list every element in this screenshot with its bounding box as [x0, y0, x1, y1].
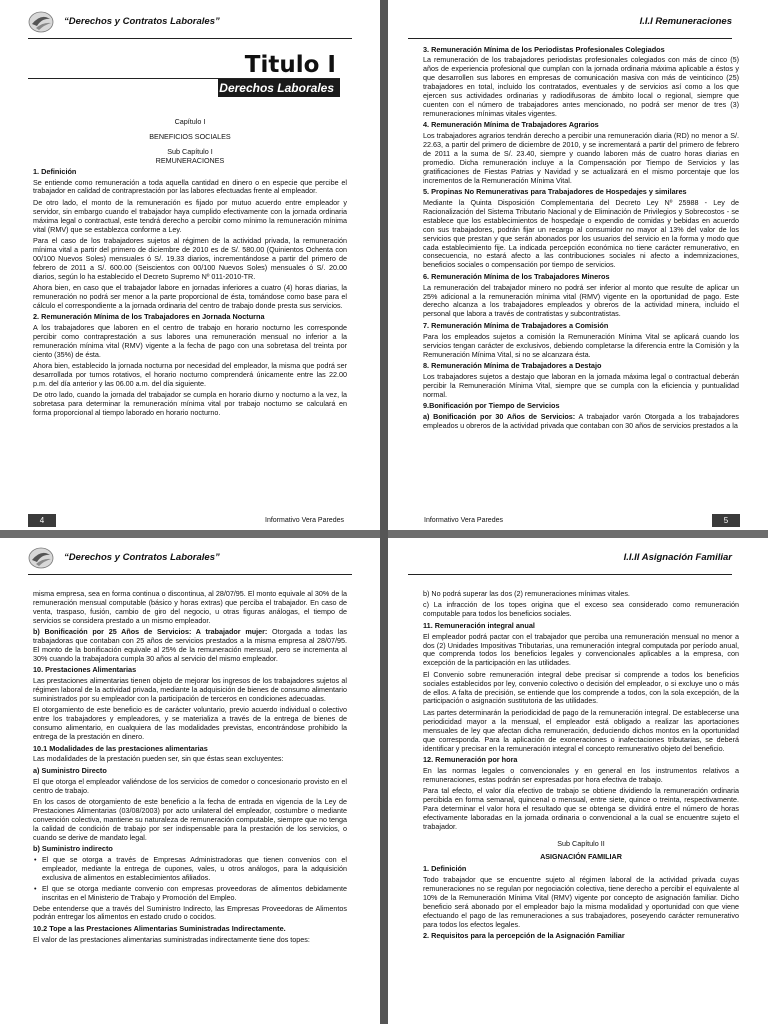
subchapter-label: Sub Capítulo II	[557, 838, 605, 848]
page-7	[388, 538, 768, 1024]
paragraph: Las modalidades de la prestación pueden ser, sin que éstas sean excluyentes:	[33, 754, 284, 764]
section-heading: 12. Remuneración por hora	[423, 754, 518, 764]
paragraph: misma empresa, sea en forma continua o discontinua, al 28/07/95. El monto equivale al 30% de la remuneración mensual computable (básico y horas extras) que perciba el trabajador. En caso de venta, traspaso, fusión, cambio de giro del negocio, u otras figuras análogas, el tiempo de servicios se considera prestado a un mismo empleador.	[33, 589, 347, 625]
paragraph: El que otorga el empleador valiéndose de los servicios de comedor o concesionario provisto en el centro de trabajo.	[33, 776, 347, 795]
section-heading: 5. Propinas No Remunerativas para Trabajadores de Hospedajes y similares	[423, 187, 687, 197]
paragraph: Todo trabajador que se encuentre sujeto al régimen laboral de la actividad privada cuyas remuneraciones no se regulan por negociación colectiva, tiene derecho a percibir el equivalente al 10% de la Remuneración Mínima Vital (RMV) vigente por concepto de asignación familiar. Dicho beneficio será abonado por el empleador bajo la misma modalidad y oportunidad con que viene efectuando el pago de las remuneraciones a sus trabajadores, poseyendo carácter remunerativo para todos los efectos legales.	[423, 875, 739, 929]
section-heading: 8. Remuneración Mínima de Trabajadores a Destajo	[423, 360, 602, 370]
page-4-text	[33, 118, 347, 421]
page-number: 5	[712, 514, 740, 527]
section-heading: 1. Definición	[33, 166, 77, 176]
paragraph: La remuneración de los trabajadores periodistas profesionales colegiados con más de cinco (5) años de experiencia profesional que cumplan con la jornada ordinaria máxima aplicable a éstos y que desarrollen sus labores en empresas de comunicación masiva con más de veinticinco (25) trabajadores en total, incluido los contratados, eventuales y de servicios así como a los que ejercen sus actividades ordinarias y radiodifusoras de ámbito local o regional, siempre que cuenten con el número de trabajadores antes mencionado, no podrá ser menor de tres (3) remuneraciones mínimas vitales vigentes.	[423, 55, 739, 118]
page-4	[0, 0, 380, 512]
paragraph: Los trabajadores agrarios tendrán derecho a percibir una remuneración diaria (RD) no menor a S/. 22.63, a partir del primero de diciembre de 2010, y se incrementará a partir del primero de febrero de 2011 a la suma de S/. 23.40, siempre y cuando laboren más de cuatro horas diarias en promedio. Dicha remuneración incluye a la Compensación por Tiempo de Servicios y las gratificaciones de Fiestas Patrias y Navidad y se actualizará en el mismo porcentaje que los incrementos de la Remuneración Mínima Vital.	[423, 131, 739, 185]
book-title: “Derechos y Contratos Laborales”	[64, 552, 220, 563]
page-footer	[60, 514, 350, 527]
section-heading: a) Suministro Directo	[33, 765, 107, 775]
footer-publisher: Informativo Vera Paredes	[424, 517, 503, 524]
page-5	[388, 0, 768, 512]
page-header	[408, 546, 732, 575]
chapter-name: BENEFICIOS SOCIALES	[149, 131, 231, 141]
paragraph: El valor de las prestaciones alimentarias suministradas indirectamente tiene dos topes:	[33, 934, 310, 944]
paragraph: El empleador podrá pactar con el trabajador que perciba una remuneración mensual no menor a dos (2) Unidades Impositivas Tributarias, una remuneración integral computada por período anual, que comprenda todos los beneficios legales y convencionales aplicables a la empresa, con excepción de la participación en las utilidades.	[423, 631, 739, 668]
section-heading: 2. Remuneración Mínima de los Trabajadores en Jornada Nocturna	[33, 312, 265, 322]
section-heading: 10.1 Modalidades de las prestaciones alimentarias	[33, 743, 208, 753]
paragraph: Para los empleados sujetos a comisión la Remuneración Mínima Vital se aplicará cuando los servicios tengan carácter de exclusivos, debiendo completarse la diferencia entre la Comisión y la Remuneración Mínima Vital, si no se alcanzara ésta.	[423, 331, 739, 359]
section-heading: 7. Remuneración Mínima de Trabajadores a Comisión	[423, 320, 609, 330]
section-heading: 3. Remuneración Mínima de los Periodistas Profesionales Colegiados	[423, 44, 665, 54]
page-footer	[420, 514, 710, 527]
title-block	[28, 42, 340, 102]
section-heading: 10.2 Tope a las Prestaciones Alimentarias Suministradas Indirectamente.	[33, 923, 286, 933]
paragraph: b) No podrá superar las dos (2) remuneraciones mínimas vitales.	[423, 589, 630, 598]
section-heading: b) Suministro indirecto	[33, 844, 113, 854]
section-title: I.I.I Remuneraciones	[639, 16, 732, 27]
book-logo-icon	[28, 546, 54, 570]
bold-lead: a) Bonificación por 30 Años de Servicios:	[423, 411, 576, 421]
paragraph: Las prestaciones alimentarias tienen objeto de mejorar los ingresos de los trabajadores sujetos al régimen laboral de la actividad privada, mediante la adquisición de bienes de consumo alimentario suministrados por su empleador con la participación de terceros en condiciones adecuadas.	[33, 676, 347, 703]
section-title: I.I.II Asignación Familiar	[623, 552, 732, 563]
book-title: “Derechos y Contratos Laborales”	[64, 16, 220, 27]
paragraph: De otro lado, cuando la jornada del trabajador se cumpla en horario diurno y nocturno a la vez, la sobretasa para determinar la remuneración mínima vital por trabajo nocturno se calculará en forma proporcional al tiempo laborado en horario nocturno.	[33, 390, 347, 418]
paragraph	[423, 413, 739, 431]
list-item: • El que se otorga mediante convenio con empresas proveedoras de alimentos debidamente inscritas en el Ministerio de Trabajo y Promoción del Empleo.	[42, 885, 347, 903]
page-header	[28, 10, 352, 39]
page-5-text	[423, 44, 739, 433]
paragraph: Ahora bien, establecido la jornada nocturna por necesidad del empleador, la misma que podrá ser desarrollada por turnos rotativos, el horario nocturno comprenderá únicamente entre las 22.00 p.m. del día anterior y las 06.00 a.m. del día siguiente.	[33, 361, 347, 389]
bold-lead: b) Bonificación por 25 Años de Servicios: A trabajador mujer:	[33, 627, 268, 637]
section-heading: 9.Bonificación por Tiempo de Servicios	[423, 401, 560, 411]
page-6	[0, 538, 380, 1024]
paragraph: Se entiende como remuneración a toda aquella cantidad en dinero o en especie que percibe el trabajador en calidad de contraprestación por las labores efectuadas frente al empleador.	[33, 177, 347, 196]
subchapter-label: Sub Capítulo I	[167, 146, 213, 156]
section-heading: 2. Requisitos para la percepción de la Asignación Familiar	[423, 931, 625, 941]
paragraph: El Convenio sobre remuneración integral debe precisar si comprende a todos los beneficios sociales establecidos por ley, convenio colectivo o decisión del empleador, o si excluye uno o más de ellos. A falta de precisión, se entiende que los comprende a todos, con la sola excepción, de la participación o asignación sustitutoria de las utilidades.	[423, 669, 739, 706]
footer-publisher: Informativo Vera Paredes	[265, 517, 344, 524]
paragraph	[33, 628, 347, 664]
subchapter-name: REMUNERACIONES	[155, 155, 225, 165]
paragraph: c) La infracción de los topes origina que el exceso sea considerado como remuneración computable para todos los beneficios sociales.	[423, 600, 739, 619]
paragraph: En los casos de otorgamiento de este beneficio a la fecha de entrada en vigencia de la Ley de Prestaciones Alimentarias (03/08/2003) por acto unilateral del empleador, costumbre o mediante convención colectiva, mantiene su naturaleza de remuneración computable, siempre que no tenga la calidad de condición de trabajo por ser indispensable para la prestación de los servicios, o cuando se derive de mandato legal.	[33, 797, 347, 842]
paragraph: En las normas legales o convencionales y en general en los instrumentos relativos a remuneraciones, estas podrán ser expresadas por hora efectiva de trabajo.	[423, 765, 739, 784]
paragraph-text: A trabajador varón Otorgada a los trabajadores empleados u obreros de la actividad privada que contaban con 30 años de servicios prestados a la	[423, 411, 739, 430]
title-heading: Titulo I	[244, 52, 336, 78]
paragraph-text: Otorgada a todas las trabajadoras que contaban con 25 años de servicios prestados a la misma empresa al 28/07/95. El monto de la bonificación equivale al 25% de la remuneración mensual, pero se incrementa al 30% cuando la trabajadora cumpla 30 años al servicio del mismo empleador.	[33, 627, 347, 663]
section-heading: 10. Prestaciones Alimentarias	[33, 665, 137, 675]
paragraph: Para el caso de los trabajadores sujetos al régimen de la actividad privada, la remuneración mínima vital a partir del primero de diciembre de 2010 es de S/. 580.00 (Quinientos Ochenta con 00/100 Nuevos Soles) mensuales ó S/. 19.33 diarios, incrementándose a partir del primero de febrero de 2011 a S/. 600.00 (Seiscientos con 00/100 Nuevos Soles) mensuales ó S/. 20.00 diarios, según lo ha establecido el Decreto Supremo Nº 011-2010-TR.	[33, 235, 347, 281]
page-header	[408, 10, 732, 39]
paragraph: Para tal efecto, el valor día efectivo de trabajo se obtiene dividiendo la remuneración ordinaria percibida en forma semanal, quincenal o mensual, entre siete, quince o treinta, respectivamente. Para determinar el valor hora el resultado que se obtenga se dividirá entre el número de horas efectivamente laboradas en la jornada ordinaria o convencional a la cual se encuentre sujeto el trabajador.	[423, 786, 739, 831]
paragraph: De otro lado, el monto de la remuneración es fijado por mutuo acuerdo entre empleador y servidor, sin embargo cuando el trabajador haya cumplido efectivamente con la jornada ordinaria máxima legal o contractual, este tendrá derecho a percibir como mínimo la remuneración mínima vital (RMV) que se establezca conforme a Ley.	[33, 197, 347, 234]
paragraph: Debe entenderse que a través del Suministro Indirecto, las Empresas Proveedoras de Alimentos podrán entregar los alimentos en estado crudo o cocidos.	[33, 903, 347, 922]
book-spine	[380, 0, 388, 1024]
section-heading: 4. Remuneración Mínima de Trabajadores Agrarios	[423, 120, 599, 130]
section-heading: 1. Definición	[423, 864, 467, 874]
paragraph: Los trabajadores sujetos a destajo que laboran en la jornada máxima legal o contractual deberán percibir la Remuneración Mínima Vital, siempre que se cumpla con la eficiencia y puntualidad normal.	[423, 371, 739, 399]
section-heading: 6. Remuneración Mínima de los Trabajadores Mineros	[423, 271, 610, 281]
paragraph: Mediante la Quinta Disposición Complementaria del Decreto Ley Nº 25988 - Ley de Racionalización del Sistema Tributario Nacional y de Eliminación de Privilegios y Sobrecostos - se establece que los establecimientos de hospedaje o expendio de comidas y bebidas en acuerdo con sus trabajadores, podrán fijar un recargo al consumidor no mayor al 13% del valor de los servicios que prestan y que serán abonados por los usuarios del servicio en la forma y modo que cada establecimiento fije. La indicada percepción económica no tiene carácter remunerativo, en consecuencia, no estará afecto a las contribuciones sociales ni afecto a indemnizaciones, beneficios sociales o compensación por tiempo de servicios.	[423, 198, 739, 270]
paragraph: La remuneración del trabajador minero no podrá ser inferior al monto que resulte de aplicar un 25% adicional a la remuneración mínima vital (RMV) vigente en la oportunidad de pago. Este derecho alcanza a los trabajadores empleados y obreros de la actividad minera, incluido el personal que labora a través de contratistas y subcontratistas.	[423, 282, 739, 319]
book-logo-icon	[28, 10, 54, 34]
paragraph: A los trabajadores que laboren en el centro de trabajo en horario nocturno les corresponde percibir como contraprestación a sus labores una remuneración mensual no inferior a la remuneración mínima vital (RMV) vigente a la fecha de pago con una sobretasa del treinta por ciento (35%) de ésta.	[33, 323, 347, 359]
subchapter-name: ASIGNACIÓN FAMILIAR	[540, 851, 622, 861]
paragraph: El otorgamiento de este beneficio es de carácter voluntario, previo acuerdo individual o colectivo entre los trabajadores y empleadores, y se materializa a través de la entrega de bienes de consumo alimentario, en cualquiera de las modalidades previstas, encontrándose prohibido la entrega de la prestación en dinero.	[33, 705, 347, 742]
subtitle-heading: Derechos Laborales	[219, 81, 334, 95]
paragraph: Las partes determinarán la periodicidad de pago de la remuneración integral. De establecerse una periodicidad mayor a la mensual, el empleador está obligado a realizar las aportaciones mensuales de ley que afectan dicha remuneración, deduciendo dichos montos en la oportunidad que corresponda. Para la aplicación de exoneraciones o inafectaciones tributarias, se deberá identificar y precisar en la remuneración integral el concepto remunerativo objeto del beneficio.	[423, 707, 739, 753]
chapter-label: Capítulo I	[174, 117, 206, 126]
bullet-list	[33, 856, 347, 903]
list-item: • El que se otorga a través de Empresas Administradoras que tienen convenios con el empleador, mediante la entrega de cupones, vales, u otros análogos, para la adquisición exclusiva de alimentos en establecimientos afiliados.	[42, 856, 347, 883]
page-number: 4	[28, 514, 56, 527]
paragraph: Ahora bien, en caso que el trabajador labore en jornadas inferiores a cuatro (4) horas diarias, la remuneración no podrá ser menor a la parte proporcional de ésta, tomándose como base para el cálculo el correspondiente a la jornada ordinaria del centro de trabajo donde presta sus servicios.	[33, 283, 347, 310]
page-header	[28, 546, 352, 575]
page-6-text	[33, 590, 347, 947]
page-7-text	[423, 590, 739, 943]
section-heading: 11. Remuneración integral anual	[423, 620, 535, 630]
